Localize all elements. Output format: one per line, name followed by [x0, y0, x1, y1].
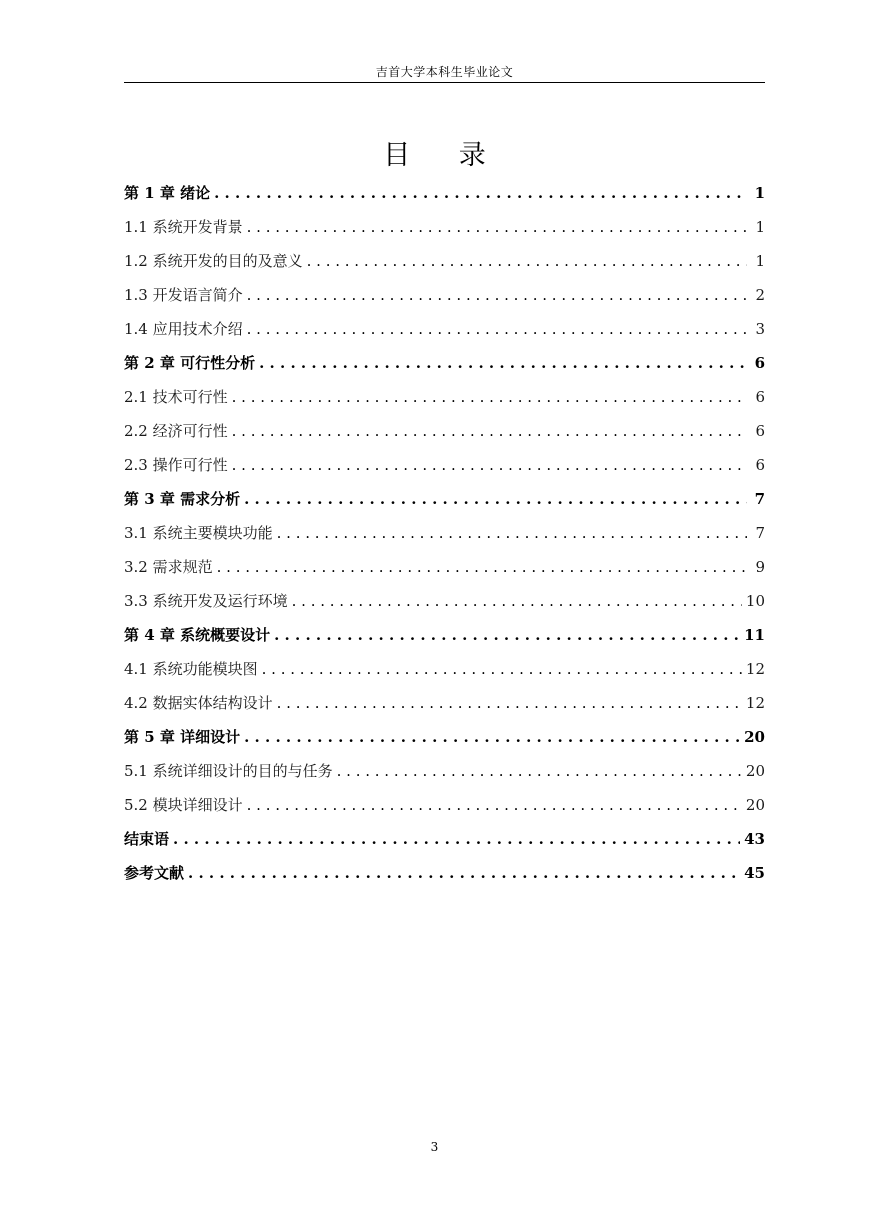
toc-entry-label: 5.2 模块详细设计 — [124, 796, 243, 814]
toc-section-entry[interactable] — [124, 278, 765, 312]
toc-section-entry[interactable] — [124, 244, 765, 278]
toc-entry-page-number: 12 — [745, 660, 765, 678]
dot-leader — [214, 176, 747, 210]
dot-leader — [247, 788, 742, 822]
dot-leader — [307, 244, 747, 278]
toc-entry-page-number: 20 — [744, 728, 765, 746]
toc-chapter-entry[interactable] — [124, 720, 765, 754]
toc-chapter-entry[interactable] — [124, 822, 765, 856]
toc-entry-page-number: 6 — [755, 456, 765, 474]
toc-entry-label: 第 1 章 绪论 — [124, 184, 211, 202]
header-rule — [124, 82, 765, 83]
toc-entry-label: 第 5 章 详细设计 — [124, 728, 241, 746]
toc-entry-page-number: 6 — [755, 388, 765, 406]
toc-entry-page-number: 6 — [755, 422, 765, 440]
toc-entry-label: 3.2 需求规范 — [124, 558, 213, 576]
toc-entry-page-number: 43 — [744, 830, 765, 848]
toc-chapter-entry[interactable] — [124, 346, 765, 380]
toc-chapter-entry[interactable] — [124, 482, 765, 516]
dot-leader — [337, 754, 742, 788]
toc-entry-label: 第 3 章 需求分析 — [124, 490, 241, 508]
table-of-contents — [124, 176, 765, 890]
dot-leader — [247, 278, 747, 312]
dot-leader — [188, 856, 740, 890]
toc-entry-page-number: 7 — [755, 524, 765, 542]
toc-title: 目 录 — [383, 140, 506, 171]
dot-leader — [247, 312, 747, 346]
toc-section-entry[interactable] — [124, 414, 765, 448]
toc-entry-page-number: 6 — [754, 354, 765, 372]
toc-entry-label: 4.2 数据实体结构设计 — [124, 694, 273, 712]
toc-entry-label: 2.1 技术可行性 — [124, 388, 228, 406]
dot-leader — [277, 516, 747, 550]
dot-leader — [244, 720, 740, 754]
dot-leader — [232, 448, 747, 482]
page-number: 3 — [430, 1140, 439, 1154]
toc-entry-page-number: 20 — [745, 762, 765, 780]
toc-entry-label: 参考文献 — [124, 864, 185, 882]
running-header: 吉首大学本科生毕业论文 — [375, 65, 514, 79]
dot-leader — [217, 550, 747, 584]
dot-leader — [277, 686, 742, 720]
dot-leader — [262, 652, 742, 686]
toc-section-entry[interactable] — [124, 754, 765, 788]
toc-section-entry[interactable] — [124, 448, 765, 482]
toc-entry-page-number: 1 — [754, 184, 765, 202]
toc-section-entry[interactable] — [124, 686, 765, 720]
toc-chapter-entry[interactable] — [124, 176, 765, 210]
toc-entry-page-number: 1 — [755, 252, 765, 270]
toc-entry-page-number: 12 — [745, 694, 765, 712]
toc-entry-label: 1.2 系统开发的目的及意义 — [124, 252, 303, 270]
toc-section-entry[interactable] — [124, 210, 765, 244]
toc-section-entry[interactable] — [124, 652, 765, 686]
toc-entry-page-number: 9 — [755, 558, 765, 576]
toc-entry-label: 2.3 操作可行性 — [124, 456, 228, 474]
dot-leader — [244, 482, 747, 516]
dot-leader — [292, 584, 742, 618]
toc-section-entry[interactable] — [124, 312, 765, 346]
toc-entry-page-number: 2 — [755, 286, 765, 304]
toc-section-entry[interactable] — [124, 584, 765, 618]
toc-section-entry[interactable] — [124, 550, 765, 584]
dot-leader — [274, 618, 740, 652]
toc-entry-page-number: 11 — [744, 626, 765, 644]
toc-entry-page-number: 20 — [745, 796, 765, 814]
toc-entry-label: 第 4 章 系统概要设计 — [124, 626, 271, 644]
toc-chapter-entry[interactable] — [124, 618, 765, 652]
toc-entry-label: 3.1 系统主要模块功能 — [124, 524, 273, 542]
toc-entry-page-number: 3 — [755, 320, 765, 338]
toc-section-entry[interactable] — [124, 380, 765, 414]
toc-entry-label: 第 2 章 可行性分析 — [124, 354, 256, 372]
toc-entry-label: 4.1 系统功能模块图 — [124, 660, 258, 678]
toc-entry-label: 5.1 系统详细设计的目的与任务 — [124, 762, 333, 780]
toc-entry-label: 1.1 系统开发背景 — [124, 218, 243, 236]
toc-section-entry[interactable] — [124, 516, 765, 550]
dot-leader — [259, 346, 747, 380]
toc-entry-page-number: 45 — [744, 864, 765, 882]
toc-entry-page-number: 7 — [754, 490, 765, 508]
toc-entry-label: 1.3 开发语言简介 — [124, 286, 243, 304]
toc-entry-label: 结束语 — [124, 830, 170, 848]
toc-entry-label: 3.3 系统开发及运行环境 — [124, 592, 288, 610]
toc-entry-page-number: 1 — [755, 218, 765, 236]
dot-leader — [173, 822, 740, 856]
dot-leader — [232, 380, 747, 414]
toc-entry-label: 1.4 应用技术介绍 — [124, 320, 243, 338]
dot-leader — [232, 414, 747, 448]
toc-chapter-entry[interactable] — [124, 856, 765, 890]
dot-leader — [247, 210, 747, 244]
toc-section-entry[interactable] — [124, 788, 765, 822]
toc-entry-page-number: 10 — [745, 592, 765, 610]
toc-entry-label: 2.2 经济可行性 — [124, 422, 228, 440]
